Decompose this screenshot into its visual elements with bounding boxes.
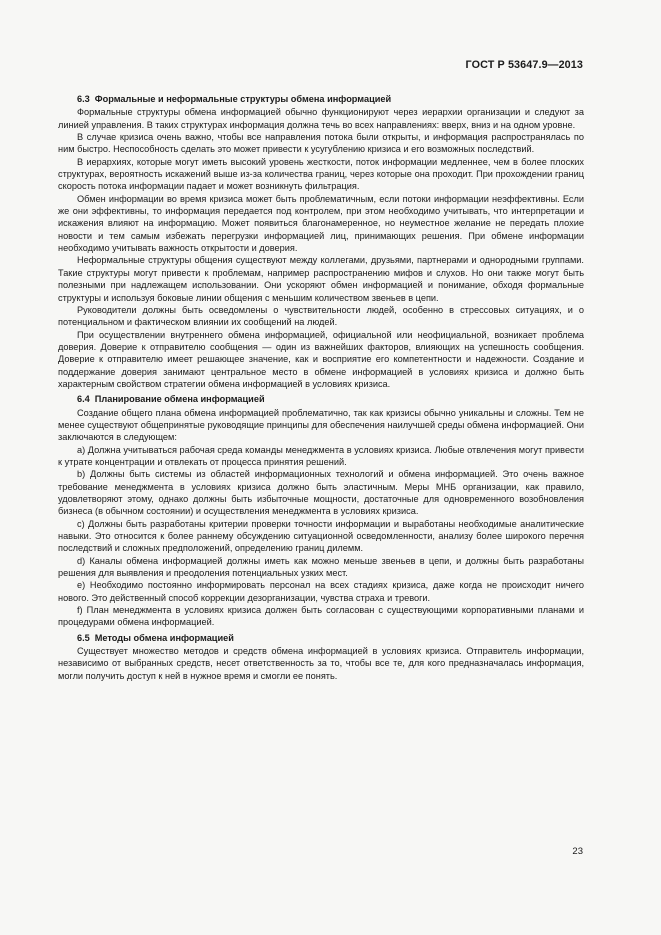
list-item: c) Должны быть разработаны критерии проверки точности информации и выработаны необходимые аналитические навыки. Это относится к более раннему обсуждению ситуационной осведомленности, анализу более широкого перечня последствий и сложных предположений, определению границ дилемм. [58, 518, 584, 554]
paragraph: Существует множество методов и средств обмена информацией в условиях кризиса. Отправитель информации, независимо от выбранных средств, несет ответственность за то, чтобы все те, для кого предназначалась информация, могли получить доступ к ней в нужное время и смогли ее понять. [58, 646, 584, 681]
list-item: f) План менеджмента в условиях кризиса должен быть согласован с существующими корпоративными планами и процедурами обмена информацией. [58, 605, 584, 628]
list-item: e) Необходимо постоянно информировать персонал на всех стадиях кризиса, даже когда не происходит ничего нового. Это действенный способ коррекции дезорганизации, чувства страха и тревоги. [58, 580, 584, 603]
section-heading [58, 390, 584, 406]
paragraph: В иерархиях, которые могут иметь высокий уровень жесткости, поток информации медленнее, чем в более плоских структурах, вероятность искажений выше из-за количества границ, через которые она проходит. При прохождении границ скорость потока информации падает и может возникнуть фильтрация. [58, 156, 584, 192]
document-code: ГОСТ Р 53647.9—2013 [465, 59, 583, 71]
section-heading [58, 90, 584, 106]
section-title: Методы обмена информацией [94, 632, 234, 643]
section-number: 6.4 [77, 394, 90, 405]
paragraph: В случае кризиса очень важно, чтобы все направления потока были открыты, и информация распространялась по ним быстро. Неспособность сделать это может привести к усугублению кризиса и его возможных последствий. [58, 132, 584, 155]
paragraph: Обмен информации во время кризиса может быть проблематичным, если потоки информации неэффективны. Если же они эффективны, то информация передается под контролем, при этом необходимо учитывать, что интерпретации и искажения влияют на информацию. Может появиться благонамеренное, но неуместное желание не передать плохие новости и тем самым избежать перегрузки информацией лиц, принимающих решения. При обмене информации необходимо учитывать важность открытости и доверия. [58, 193, 584, 254]
section-number: 6.5 [77, 632, 90, 643]
section-number: 6.3 [77, 94, 90, 104]
paragraph: При осуществлении внутреннего обмена информацией, официальной или неофициальной, возникает проблема доверия. Доверие к отправителю сообщения — один из важнейших факторов, влияющих на успешность сообщения. Доверие к отправителю имеет решающее значение, как и восприятие его компетентности и надежности. Создание и поддержание доверия занимают центральное место в обмене информацией в условиях кризиса и должно быть характерным свойством стратегии обмена информацией в условиях кризиса. [58, 329, 584, 389]
paragraph: Неформальные структуры общения существуют между коллегами, друзьями, партнерами и однородными группами. Такие структуры могут привести к проблемам, например распространению мифов и слухов. Но они также могут быть полезными при надлежащем использовании. Они ускоряют обмен информацией и понимание, обходя формальные структуры и используя боковые линии общения с меньшим количеством звеньев в цепи. [58, 255, 584, 303]
page-number: 23 [572, 846, 583, 857]
section-title: Формальные и неформальные структуры обмена информацией [94, 94, 392, 104]
list-item: d) Каналы обмена информацией должны иметь как можно меньше звеньев в цепи, и должны быть разработаны решения для выявления и преодоления потенциальных узких мест. [58, 555, 584, 579]
section-heading [58, 629, 584, 645]
list-item: b) Должны быть системы из областей информационных технологий и обмена информацией. Это очень важное требование менеджмента в условиях кризиса должно быть эластичным. Меры МНБ организации, как правило, удовлетворяют этому, однако должны быть избыточные мощности, достаточные для одновременного возобновления бизнеса (в обычном состоянии) и осуществления менеджмента в условиях кризиса. [58, 469, 584, 517]
document-body [58, 90, 584, 682]
paragraph: Руководители должны быть осведомлены о чувствительности людей, особенно в стрессовых ситуациях, и о потенциальном и фактическом влиянии их сообщений на людей. [58, 304, 584, 328]
paragraph: Создание общего плана обмена информацией проблематично, так как кризисы обычно уникальны и сложны. Тем не менее существуют общепринятые руководящие принципы для обеспечения наилучшей среды обмена информацией. Они заключаются в следующем: [58, 407, 584, 443]
section-title: Планирование обмена информацией [94, 394, 265, 405]
list-item: a) Должна учитываться рабочая среда команды менеджмента в условиях кризиса. Любые отвлечения могут привести к утрате концентрации и отвлекать от процесса принятия решений. [58, 444, 584, 467]
paragraph: Формальные структуры обмена информацией обычно функционируют через иерархии организации и следуют за линией управления. В таких структурах информация должна течь во всех направлениях: вверх, вниз и на одном уровне. [58, 107, 584, 130]
